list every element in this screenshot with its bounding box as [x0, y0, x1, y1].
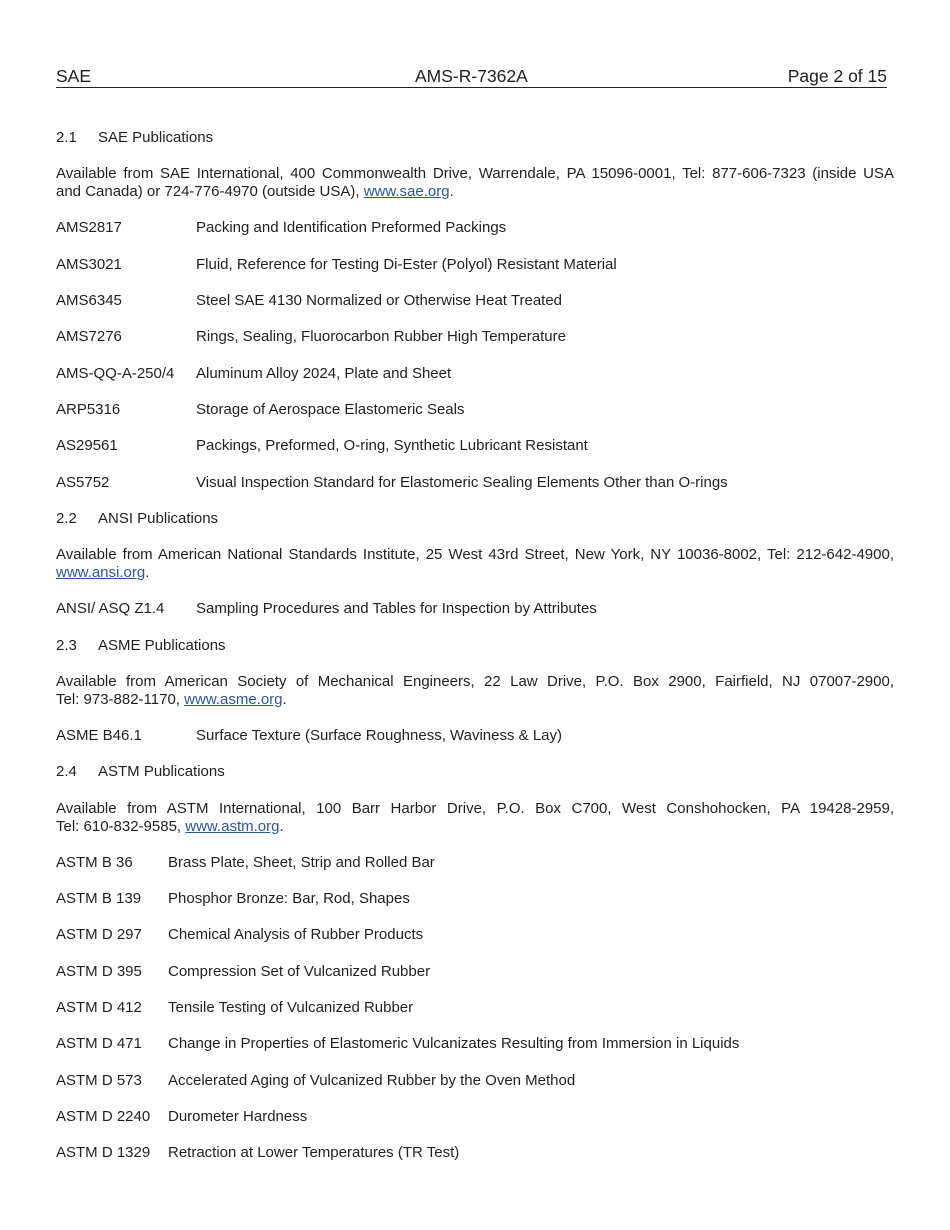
ref-code: AMS-QQ-A-250/4 [56, 365, 175, 382]
ref-title: Accelerated Aging of Vulcanized Rubber by the Oven Method [168, 1072, 576, 1089]
ref-code: ARP5316 [56, 401, 121, 418]
ref-code: AS5752 [56, 474, 110, 491]
availability-line: Available from SAE International, 400 Commonwealth Drive, Warrendale, PA 15096-0001, Tel: 877-606-7323 (inside USA [56, 165, 894, 182]
section-number: 2.2 [56, 510, 77, 527]
availability-text: Tel: 610-832-9585, [56, 818, 186, 835]
ref-title: Phosphor Bronze: Bar, Rod, Shapes [168, 890, 410, 907]
header-org: SAE [56, 66, 92, 86]
ref-title: Sampling Procedures and Tables for Inspection by Attributes [196, 600, 597, 617]
ref-code: ASTM B 139 [56, 890, 142, 907]
ref-code: ASTM B 36 [56, 854, 133, 871]
ref-code: ASTM D 471 [56, 1035, 142, 1052]
section-number: 2.1 [56, 129, 77, 146]
availability-paragraph: Available from ASTM International, 100 Barr Harbor Drive, P.O. Box C700, West Conshohocken, PA 19428-2959, Tel: 610-832-9585, www.astm.org. [56, 800, 894, 835]
ref-code: ASTM D 395 [56, 963, 142, 980]
section-number: 2.4 [56, 763, 77, 780]
availability-line: Available from American Society of Mechanical Engineers, 22 Law Drive, P.O. Box 2900, Fairfield, NJ 07007-2900, [56, 673, 894, 690]
ref-title: Brass Plate, Sheet, Strip and Rolled Bar [168, 854, 435, 871]
ref-code: ASTM D 297 [56, 926, 142, 943]
ref-title: Chemical Analysis of Rubber Products [168, 926, 424, 943]
sae-website-link[interactable]: www.sae.org [363, 183, 450, 200]
ref-code: AMS7276 [56, 328, 122, 345]
ref-title: Durometer Hardness [168, 1108, 308, 1125]
ref-title: Visual Inspection Standard for Elastomeric Sealing Elements Other than O-rings [196, 474, 728, 491]
availability-paragraph: Available from American Society of Mechanical Engineers, 22 Law Drive, P.O. Box 2900, Fairfield, NJ 07007-2900, Tel: 973-882-1170, www.asme.org. [56, 673, 894, 708]
section-number: 2.3 [56, 637, 77, 654]
ref-title: Change in Properties of Elastomeric Vulcanizates Resulting from Immersion in Liquids [168, 1035, 740, 1052]
page-header [56, 66, 887, 88]
availability-line: Available from ASTM International, 100 Barr Harbor Drive, P.O. Box C700, West Conshohocken, PA 19428-2959, [56, 800, 894, 817]
ref-code: AMS2817 [56, 219, 122, 236]
ref-title: Compression Set of Vulcanized Rubber [168, 963, 431, 980]
ref-code: ASME B46.1 [56, 727, 142, 744]
availability-paragraph: Available from SAE International, 400 Commonwealth Drive, Warrendale, PA 15096-0001, Tel: 877-606-7323 (inside USA and Canada) or 724-776-4970 (outside USA), www.sae.org. [56, 165, 894, 200]
ref-title: Tensile Testing of Vulcanized Rubber [168, 999, 414, 1016]
ref-title: Packing and Identification Preformed Packings [196, 219, 507, 236]
ref-code: AMS3021 [56, 256, 122, 273]
ref-code: ANSI/ ASQ Z1.4 [56, 600, 165, 617]
ref-title: Storage of Aerospace Elastomeric Seals [196, 401, 465, 418]
ref-code: AMS6345 [56, 292, 122, 309]
section-title: ASTM Publications [98, 763, 225, 780]
ref-title: Surface Texture (Surface Roughness, Waviness & Lay) [196, 727, 563, 744]
asme-website-link[interactable]: www.asme.org [184, 691, 283, 708]
ref-code: ASTM D 2240 [56, 1108, 151, 1125]
ref-code: ASTM D 1329 [56, 1144, 151, 1161]
header-page-number: Page 2 of 15 [787, 66, 887, 86]
availability-text: and Canada) or 724-776-4970 (outside USA), [56, 183, 364, 200]
ansi-website-link[interactable]: www.ansi.org [56, 564, 146, 581]
ref-code: ASTM D 412 [56, 999, 142, 1016]
astm-website-link[interactable]: www.astm.org [185, 818, 280, 835]
ref-title: Packings, Preformed, O-ring, Synthetic Lubricant Resistant [196, 437, 588, 454]
header-doc-number: AMS-R-7362A [415, 66, 528, 86]
section-title: SAE Publications [98, 129, 214, 146]
ref-title: Steel SAE 4130 Normalized or Otherwise Heat Treated [196, 292, 563, 309]
section-title: ANSI Publications [98, 510, 219, 527]
availability-paragraph: Available from American National Standards Institute, 25 West 43rd Street, New York, NY 10036-8002, Tel: 212-642-4900, www.ansi.org. [56, 546, 894, 581]
ref-title: Aluminum Alloy 2024, Plate and Sheet [196, 365, 452, 382]
ref-title: Rings, Sealing, Fluorocarbon Rubber High Temperature [196, 328, 566, 345]
ref-code: AS29561 [56, 437, 118, 454]
section-title: ASME Publications [98, 637, 226, 654]
availability-text: Tel: 973-882-1170, [56, 691, 185, 708]
ref-title: Fluid, Reference for Testing Di-Ester (Polyol) Resistant Material [196, 256, 617, 273]
ref-title: Retraction at Lower Temperatures (TR Test) [168, 1144, 460, 1161]
availability-line: Available from American National Standards Institute, 25 West 43rd Street, New York, NY 10036-8002, Tel: 212-642-4900, [56, 546, 894, 563]
ref-code: ASTM D 573 [56, 1072, 142, 1089]
